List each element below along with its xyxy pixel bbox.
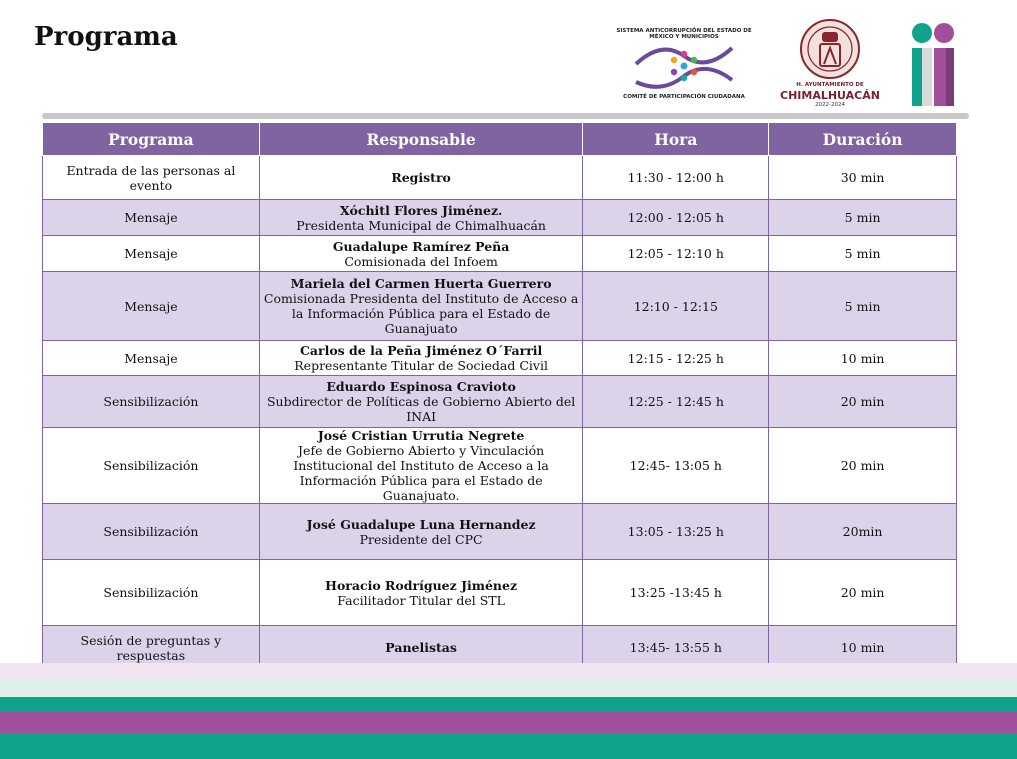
responsable-role: Representante Titular de Sociedad Civil — [294, 358, 548, 373]
cpc-logo — [604, 28, 764, 102]
responsable-role: Jefe de Gobierno Abierto y Vinculación Institucional del Instituto de Acceso a la Información Pública para el Estado de Guanajuato. — [293, 443, 549, 503]
ii-brand-icon — [908, 20, 958, 110]
cell-hora: 12:10 - 12:15 — [583, 272, 769, 341]
cell-responsable — [259, 428, 583, 504]
cell-duracion: 5 min — [769, 236, 957, 272]
responsable-name: Eduardo Espinosa Cravioto — [326, 379, 516, 394]
cell-programa: Sensibilización — [43, 504, 260, 560]
header-programa: Programa — [43, 123, 260, 156]
cell-programa: Sesión de preguntas y respuestas — [43, 626, 260, 670]
cpc-emblem-icon — [632, 38, 736, 94]
cell-responsable — [259, 504, 583, 560]
cell-hora: 12:45- 13:05 h — [583, 428, 769, 504]
footer-stripe-teal — [0, 697, 1017, 711]
footer-stripe-teal-bottom — [0, 733, 1017, 759]
program-table — [42, 122, 957, 699]
footer-stripe-light-teal — [0, 679, 1017, 697]
table-header-row — [43, 123, 957, 156]
cell-duracion: 20min — [769, 504, 957, 560]
header-divider — [42, 113, 969, 119]
cell-hora: 12:05 - 12:10 h — [583, 236, 769, 272]
chim-text-line1: H. AYUNTAMIENTO DE — [796, 82, 864, 88]
cell-hora: 12:25 - 12:45 h — [583, 376, 769, 428]
cell-responsable — [259, 200, 583, 236]
header-duracion: Duración — [769, 123, 957, 156]
cell-responsable — [259, 236, 583, 272]
cell-programa: Sensibilización — [43, 428, 260, 504]
responsable-role: Comisionada Presidenta del Instituto de Acceso a la Información Pública para el Estado de Guanajuato — [263, 291, 579, 336]
cell-duracion: 30 min — [769, 156, 957, 200]
cell-duracion: 5 min — [769, 272, 957, 341]
cell-hora: 12:15 - 12:25 h — [583, 341, 769, 376]
responsable-name: Carlos de la Peña Jiménez O´Farril — [299, 343, 543, 358]
cell-responsable — [259, 341, 583, 376]
footer-stripe-magenta — [0, 711, 1017, 733]
cell-hora: 13:25 -13:45 h — [583, 560, 769, 626]
cell-programa: Sensibilización — [43, 376, 260, 428]
responsable-role: Facilitador Titular del STL — [337, 592, 505, 608]
cell-duracion: 20 min — [769, 376, 957, 428]
responsable-name: Mariela del Carmen Huerta Guerrero — [290, 276, 552, 291]
cell-duracion: 10 min — [769, 626, 957, 670]
cell-programa: Sensibilización — [43, 560, 260, 626]
cell-duracion: 5 min — [769, 200, 957, 236]
header-responsable: Responsable — [259, 123, 583, 156]
cell-hora: 13:05 - 13:25 h — [583, 504, 769, 560]
cell-programa: Mensaje — [43, 272, 260, 341]
chimalhuacan-logo — [780, 18, 880, 110]
cell-responsable — [259, 272, 583, 341]
chim-text-line3: 2022-2024 — [815, 102, 845, 108]
responsable-name: José Cristian Urrutia Negrete — [317, 428, 525, 443]
responsable-role: Comisionada del Infoem — [344, 253, 498, 269]
cell-programa: Mensaje — [43, 341, 260, 376]
sna-logo-text: SISTEMA ANTICORRUPCIÓN DEL ESTADO DE MÉXICO Y MUNICIPIOS — [616, 28, 752, 40]
table-row — [43, 376, 957, 428]
table-row — [43, 504, 957, 560]
cell-responsable — [259, 376, 583, 428]
footer-stripe-light-pink — [0, 663, 1017, 679]
table-row — [43, 341, 957, 376]
cpc-logo-text: COMITÉ DE PARTICIPACIÓN CIUDADANA — [623, 94, 745, 100]
header-hora: Hora — [583, 123, 769, 156]
cell-duracion: 20 min — [769, 560, 957, 626]
responsable-name: José Guadalupe Luna Hernandez — [306, 516, 536, 532]
responsable-role: Subdirector de Políticas de Gobierno Abierto del INAI — [266, 394, 576, 424]
cell-programa: Mensaje — [43, 236, 260, 272]
cell-programa: Entrada de las personas al evento — [43, 156, 260, 200]
chimalhuacan-seal-icon — [798, 18, 862, 80]
chim-text-line2: CHIMALHUACÁN — [780, 89, 880, 102]
responsable-name: Registro — [391, 170, 451, 185]
cell-responsable — [259, 560, 583, 626]
responsable-name: Horacio Rodríguez Jiménez — [325, 577, 518, 593]
table-row — [43, 428, 957, 504]
responsable-name: Guadalupe Ramírez Peña — [332, 238, 510, 254]
table-row — [43, 560, 957, 626]
cell-programa: Mensaje — [43, 200, 260, 236]
page-title: Programa — [34, 22, 178, 52]
cell-duracion: 10 min — [769, 341, 957, 376]
responsable-role: Presidenta Municipal de Chimalhuacán — [296, 217, 546, 233]
cell-responsable — [259, 156, 583, 200]
responsable-name: Panelistas — [385, 640, 457, 655]
table-row — [43, 156, 957, 200]
cell-hora: 12:00 - 12:05 h — [583, 200, 769, 236]
cell-hora: 11:30 - 12:00 h — [583, 156, 769, 200]
cell-hora: 13:45- 13:55 h — [583, 626, 769, 670]
responsable-role: Presidente del CPC — [359, 531, 483, 547]
table-row — [43, 236, 957, 272]
responsable-name: Xóchitl Flores Jiménez. — [339, 202, 503, 218]
cell-duracion: 20 min — [769, 428, 957, 504]
table-row — [43, 200, 957, 236]
table-row — [43, 272, 957, 341]
